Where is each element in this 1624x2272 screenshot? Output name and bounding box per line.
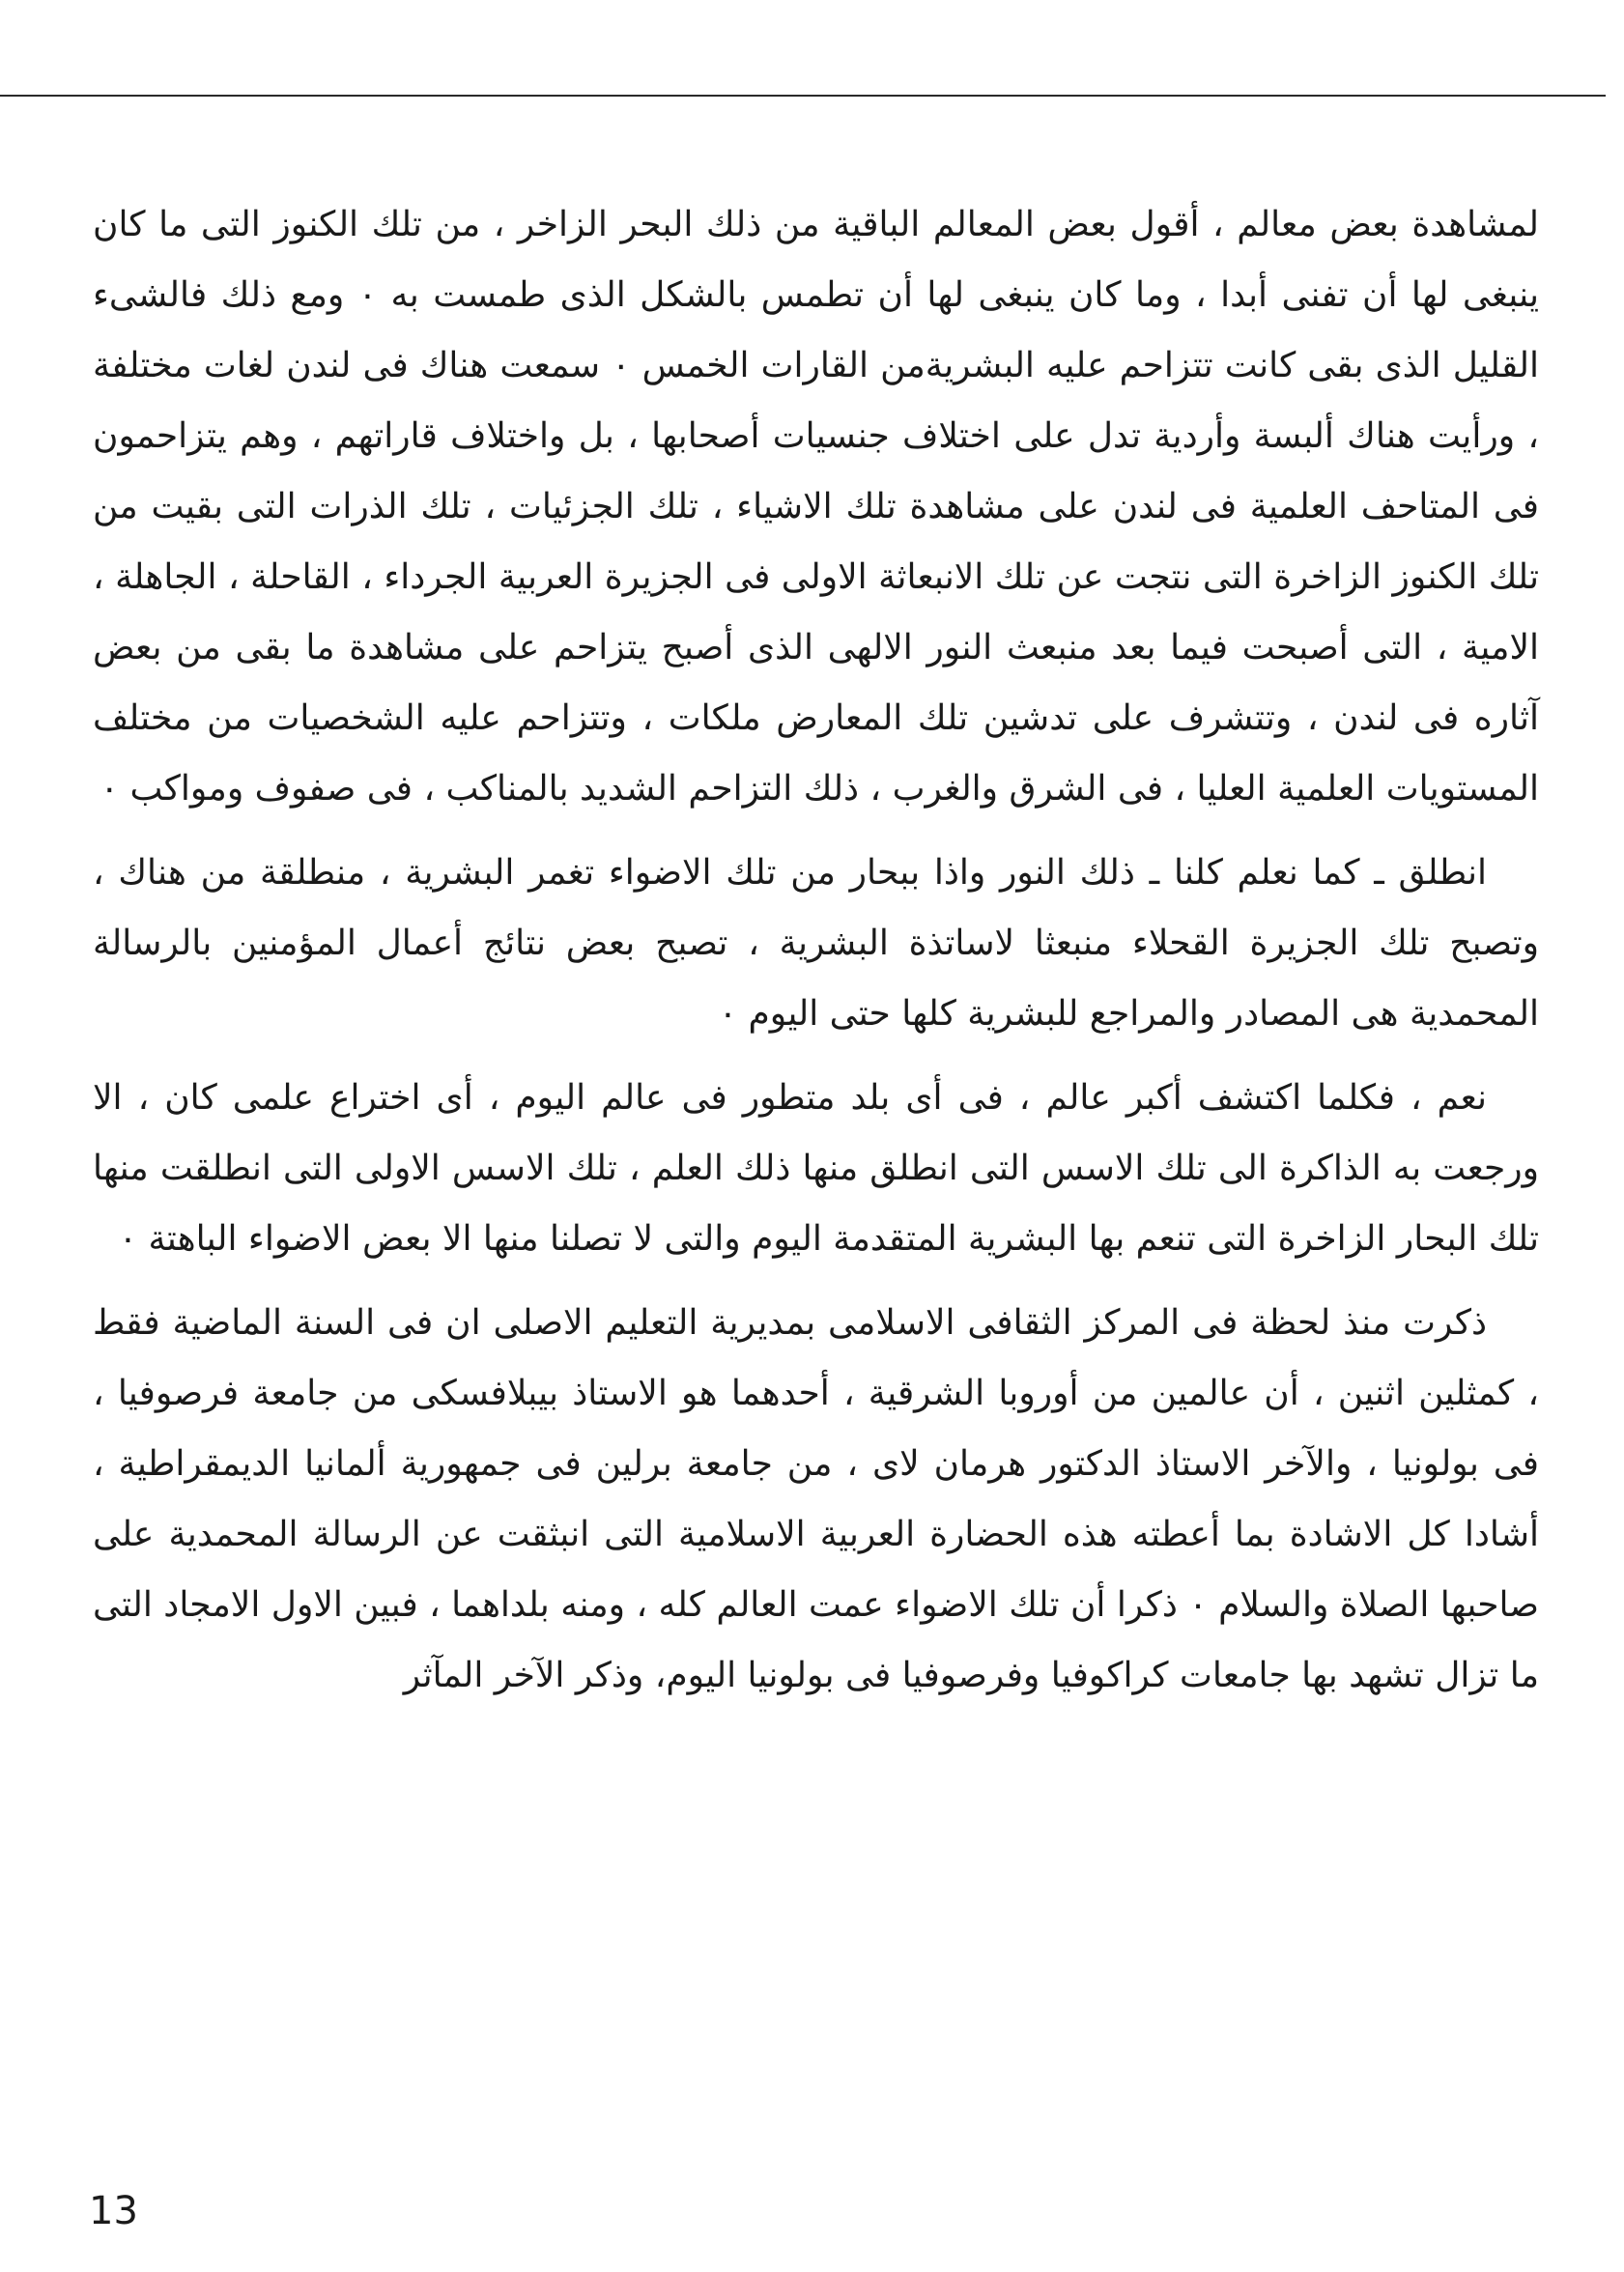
paragraph-2: انطلق ـ كما نعلم كلنا ـ ذلك النور واذا ببحار من تلك الاضواء تغمر البشرية ، منطلقة من هناك ، وتصبح تلك الجزيرة القحلاء منبعثا لاساتذة البشرية ، تصبح بعض نتائج أعمال المؤمنين بالرسالة المحمدية هى المصادر والمراجع للبشرية كلها حتى اليوم ٠ [93,853,1539,1034]
page-number: 13 [89,2189,138,2233]
paragraph-4: ذكرت منذ لحظة فى المركز الثقافى الاسلامى بمديرية التعليم الاصلى ان فى السنة الماضية فقط ، كمثلين اثنين ، أن عالمين من أوروبا الشرقية ، أحدهما هو الاستاذ بيبلافسكى من جامعة فرصوفيا ، فى بولونيا ، والآخر الاستاذ الدكتور هرمان لاى ، من جامعة برلين فى جمهورية ألمانيا الديمقراطية ، أشادا كل الاشادة بما أعطته هذه الحضارة العربية الاسلامية التى انبثقت عن الرسالة المحمدية على صاحبها الصلاة والسلام ٠ ذكرا أن تلك الاضواء عمت العالم كله ، ومنه بلداهما ، فبين الاول الامجاد التى ما تزال تشهد بها جامعات كراكوفيا وفرصوفيا فى بولونيا اليوم، وذكر الآخر المآثر [93,1303,1539,1695]
paragraph-1: لمشاهدة بعض معالم ، أقول بعض المعالم الباقية من ذلك البحر الزاخر ، من تلك الكنوز التى ما كان ينبغى لها أن تفنى أبدا ، وما كان ينبغى لها أن تطمس بالشكل الذى طمست به ٠ ومع ذلك فالشىء القليل الذى بقى كانت تتزاحم عليه البشريةمن القارات الخمس ٠ سمعت هناك فى لندن لغات مختلفة ، ورأيت هناك ألبسة وأردية تدل على اختلاف جنسيات أصحابها ، بل واختلاف قاراتهم ، وهم يتزاحمون فى المتاحف العلمية فى لندن على مشاهدة تلك الاشياء ، تلك الجزئيات ، تلك الذرات التى بقيت من تلك الكنوز الزاخرة التى نتجت عن تلك الانبعاثة الاولى فى الجزيرة العربية الجرداء ، القاحلة ، الجاهلة ، الامية ، التى أصبحت فيما بعد منبعث النور الالهى الذى أصبح يتزاحم على مشاهدة ما بقى من بعض آثاره فى لندن ، وتتشرف على تدشين تلك المعارض ملكات ، وتتزاحم عليه الشخصيات من مختلف المستويات العلمية العليا ، فى الشرق والغرب ، ذلك التزاحم الشديد بالمناكب ، فى صفوف ومواكب ٠ [93,205,1539,809]
top-rule [0,95,1606,97]
page-body [93,189,1539,1724]
paragraph-3: نعم ، فكلما اكتشف أكبر عالم ، فى أى بلد متطور فى عالم اليوم ، أى اختراع علمى كان ، الا ورجعت به الذاكرة الى تلك الاسس التى انطلق منها ذلك العلم ، تلك الاسس الاولى التى انطلقت منها تلك البحار الزاخرة التى تنعم بها البشرية المتقدمة اليوم والتى لا تصلنا منها الا بعض الاضواء الباهتة ٠ [93,1078,1539,1259]
